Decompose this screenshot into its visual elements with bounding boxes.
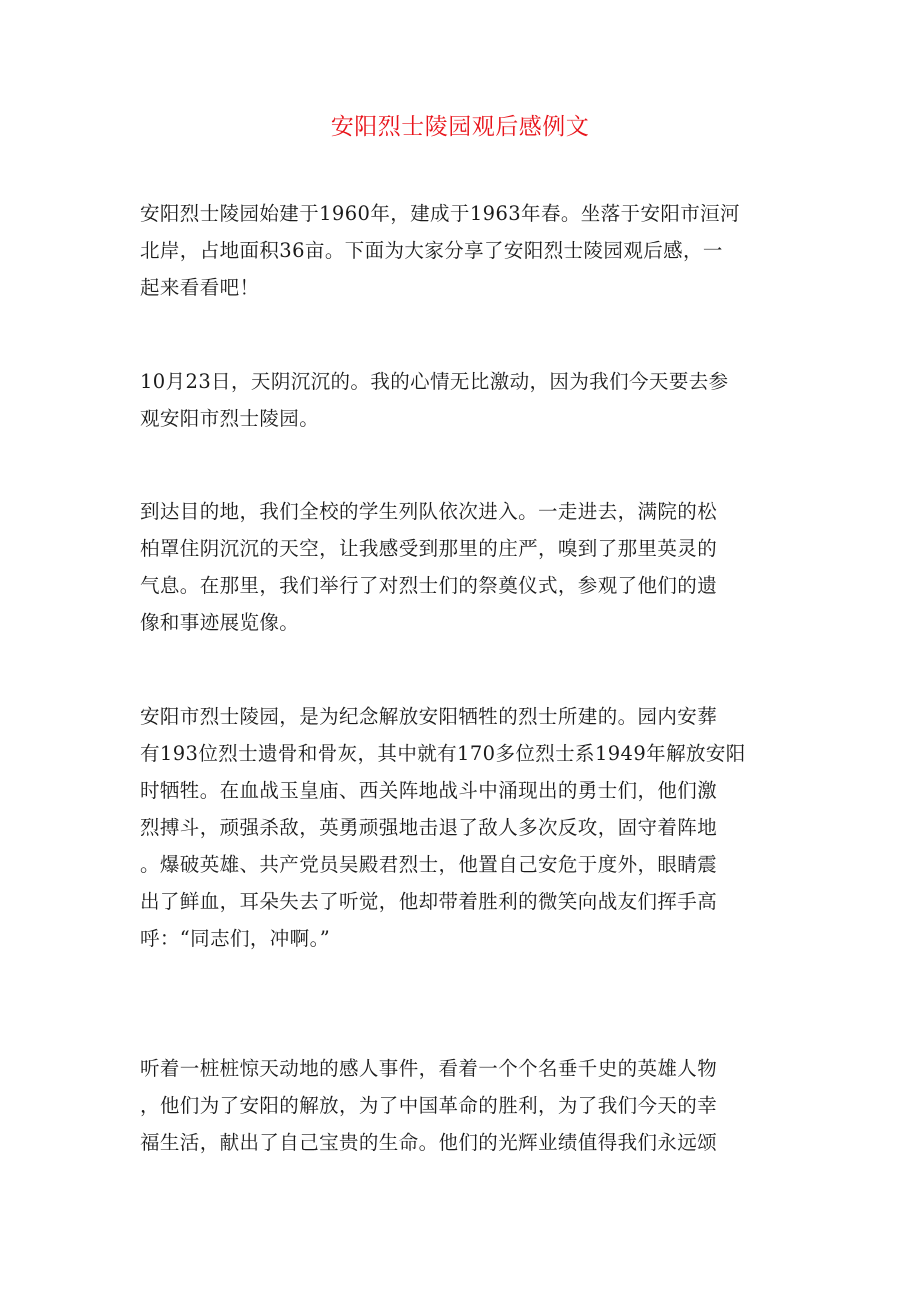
paragraph-line: 出了鲜血，耳朵失去了听觉，他却带着胜利的微笑向战友们挥手高 [140, 890, 718, 913]
paragraph-line: 。爆破英雄、共产党员吴殿君烈士，他置自己安危于度外，眼睛震 [140, 853, 718, 876]
paragraph-intro [140, 195, 790, 306]
document-title: 安阳烈士陵园观后感例文 [330, 114, 590, 140]
paragraph-line: 观安阳市烈士陵园。 [140, 407, 320, 430]
paragraph-line: 像和事迹展览像。 [140, 611, 300, 634]
paragraph-date [140, 363, 790, 437]
paragraph-reflection [140, 1050, 790, 1161]
paragraph-line: 时牺牲。在血战玉皇庙、西关阵地战斗中涌现出的勇士们，他们激 [140, 779, 718, 802]
paragraph-line: 福生活，献出了自己宝贵的生命。他们的光辉业绩值得我们永远颂 [140, 1131, 718, 1154]
paragraph-line: 有193位烈士遗骨和骨灰，其中就有170多位烈士系1949年解放安阳 [140, 742, 746, 765]
paragraph-line: 气息。在那里，我们举行了对烈士们的祭奠仪式，参观了他们的遗 [140, 574, 718, 597]
paragraph-line: 听着一桩桩惊天动地的感人事件，看着一个个名垂千史的英雄人物 [140, 1057, 718, 1080]
paragraph-line: 到达目的地，我们全校的学生列队依次进入。一走进去，满院的松 [140, 500, 718, 523]
paragraph-arrival [140, 493, 790, 641]
paragraph-line: 安阳市烈士陵园，是为纪念解放安阳牺牲的烈士所建的。园内安葬 [140, 705, 718, 728]
paragraph-line: 起来看看吧！ [140, 276, 260, 299]
paragraph-line: 呼：“同志们，冲啊。” [140, 927, 331, 950]
paragraph-history [140, 698, 790, 957]
paragraph-line: ，他们为了安阳的解放，为了中国革命的胜利，为了我们今天的幸 [140, 1094, 718, 1117]
paragraph-line: 10月23日，天阴沉沉的。我的心情无比激动，因为我们今天要去参 [140, 370, 729, 393]
paragraph-line: 烈搏斗，顽强杀敌，英勇顽强地击退了敌人多次反攻，固守着阵地 [140, 816, 718, 839]
paragraph-line: 柏罩住阴沉沉的天空，让我感受到那里的庄严，嗅到了那里英灵的 [140, 537, 718, 560]
paragraph-line: 安阳烈士陵园始建于1960年，建成于1963年春。坐落于安阳市洹河 [140, 202, 740, 225]
paragraph-line: 北岸，占地面积36亩。下面为大家分享了安阳烈士陵园观后感，一 [140, 239, 723, 262]
